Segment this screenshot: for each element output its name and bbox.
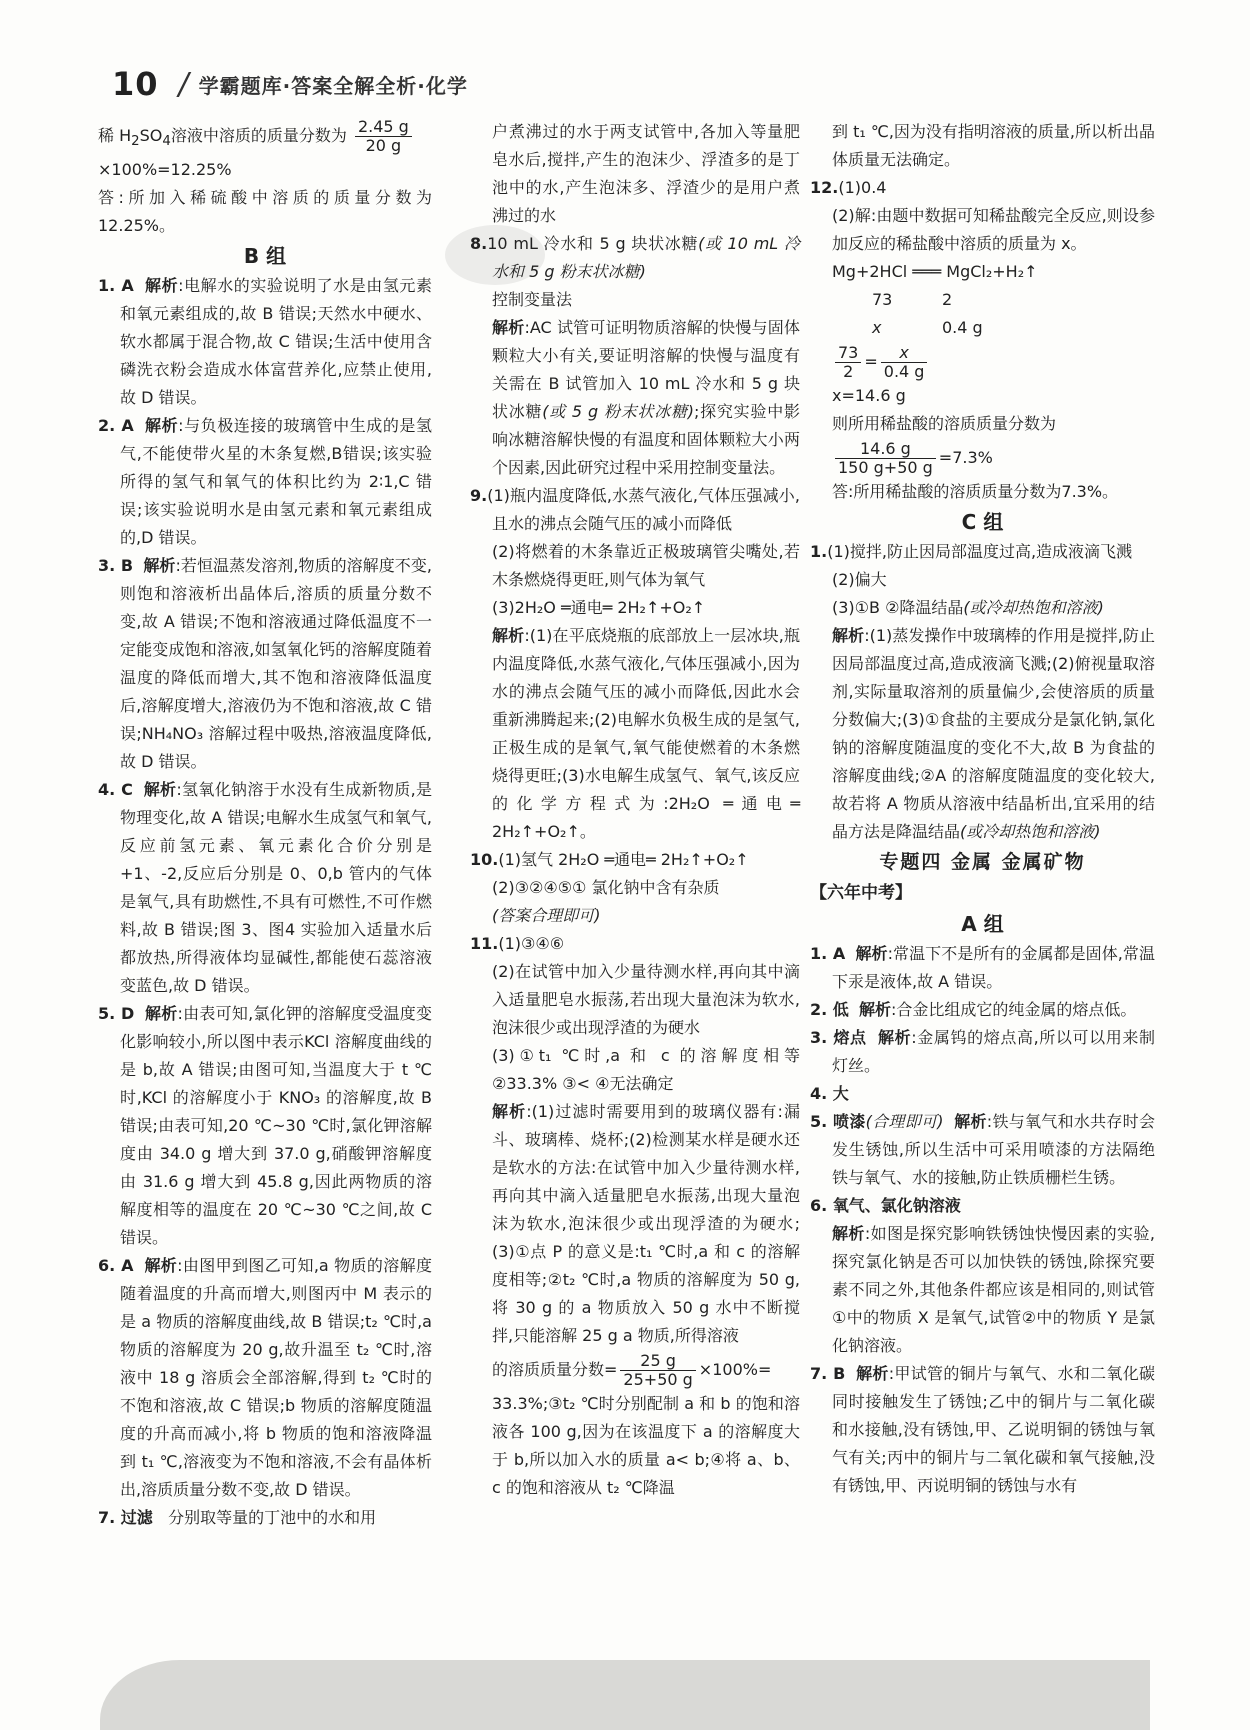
fraction: $\frac{25 g}{25+50 g}$ <box>620 1352 695 1389</box>
question-item: 2. 低 解析:合金比组成它的纯金属的熔点低。 <box>810 1000 1137 1019</box>
equation: (3)2H₂O ═通电═ 2H₂↑+O₂↑ <box>492 598 706 617</box>
question-item: 4. 大 <box>810 1084 849 1103</box>
column-middle <box>470 118 800 1502</box>
proportion: $\frac{14.6 g}{150 g+50 g}$ =7.3% <box>810 438 1155 478</box>
answer-text: (3)①t₁ ℃时,a 和 c 的溶解度相等 ②33.3% ③< ④无法确定 <box>492 1046 800 1093</box>
question-item: 7. 过滤 分别取等量的丁池中的水和用 <box>98 1508 377 1528</box>
analysis-text: 解析:(1)过滤时需要用到的玻璃仪器有:漏斗、玻璃棒、烧杯;(2)检测某水样是硬水还是软水的方法:在试管中加入少量待测水样,再向其中滴入适量肥皂水振荡,出现大量泡沫为软水,泡沫很少或出现浮渣的为硬水;(3)①点 P 的意义是:t₁ ℃时,a 和 c 的溶解度相等;②t₂ ℃时,a 物质的溶解度为 50 g,将 30 g 的 a 物质放入 50 g 水中不断搅拌,只能溶解 25 g a 物质,所得溶液 <box>492 1102 800 1345</box>
equation: Mg+2HCl ═══ MgCl₂+H₂↑ <box>832 262 1038 281</box>
question-item: 12.(1)0.4 <box>810 178 887 197</box>
answer-text: x=14.6 g <box>832 386 906 405</box>
analysis-text: 解析:(1)蒸发操作中玻璃棒的作用是搅拌,防止因局部温度过高,造成液滴飞溅;(2)俯视量取溶剂,实际量取溶剂的质量偏少,会使溶质的质量分数偏大;(3)①食盐的主要成分是氯化钠,氯化钠的溶解度随温度的变化不大,故 B 为食盐的溶解度曲线;②A 的溶解度随温度的变化较大,故若将 A 物质从溶液中结晶析出,宜采用的结晶方法是降温结晶(或冷却热饱和溶液) <box>832 626 1155 841</box>
header-title: 学霸题库·答案全解全析·化学 <box>198 73 468 98</box>
question-item: 9.(1)瓶内温度降低,水蒸气液化,气体压强减小,且水的沸点会随气压的减小而降低 <box>470 486 800 533</box>
answer-line: 答:所加入稀硫酸中溶质的质量分数为 12.25%。 <box>98 188 432 236</box>
analysis-text: 33.3%;③t₂ ℃时分别配制 a 和 b 的饱和溶液各 100 g,因为在该温度下 a 的溶解度大于 b,所以加入水的质量 a< b;④将 a、b、c 的饱和溶液从 t₂ ℃降温 <box>492 1394 800 1497</box>
answer-line: 稀 $H_2SO_4$溶液中溶质的质量分数为 $\frac{2.45 g}{20 g}$ <box>98 118 432 156</box>
question-item: 11.(1)③④⑥ <box>470 934 565 953</box>
answer-text: 到 t₁ ℃,因为没有指明溶液的质量,所以析出晶体质量无法确定。 <box>832 122 1156 169</box>
question-item: 6. 氧气、氯化钠溶液 <box>810 1196 961 1215</box>
proportion: $\frac{73}{2}$ = $\frac{x}{0.4 g}$ <box>810 342 1155 382</box>
answer-note: (答案合理即可) <box>492 906 601 925</box>
answer-text: 则所用稀盐酸的溶质质量分数为 <box>832 414 1057 433</box>
group-heading-b: B 组 <box>243 244 287 269</box>
answer-text: (2)将燃着的木条靠近正极玻璃管尖嘴处,若木条燃烧得更旺,则气体为氧气 <box>492 542 800 589</box>
question-item: 7. B 解析:甲试管的铜片与氧气、水和二氧化碳同时接触发生了锈蚀;乙中的铜片与二氧化碳和水接触,没有锈蚀,甲、乙说明铜的锈蚀与氧气有关;丙中的铜片与二氧化碳和氧气接触,没有锈蚀,甲、丙说明铜的锈蚀与水有 <box>810 1364 1156 1495</box>
page-header <box>112 62 468 106</box>
answer-text: 控制变量法 <box>492 290 573 309</box>
answer-text: (3)①B ②降温结晶(或冷却热饱和溶液) <box>832 598 1104 617</box>
question-item: 3. 熔点 解析:金属钨的熔点高,所以可以用来制灯丝。 <box>810 1028 1155 1075</box>
answer-text: (2)偏大 <box>832 570 887 589</box>
group-heading-a: A 组 <box>961 912 1004 936</box>
question-item: 6. A 解析:由图甲到图乙可知,a 物质的溶解度随着温度的升高而增大,则图丙中 M 表示的是 a 物质的溶解度曲线,故 B 错误;t₂ ℃时,a 物质的溶解度为 20 g,故升温至 t₂ ℃时,溶液中 18 g 溶质会全部溶解,得到 t₂ ℃时的不饱和溶液,故 C 错误;b 物质的溶解度随温度的升高而减小,将 b 物质的饱和溶液降温到 t₁ ℃,溶液变为不饱和溶液,不会有晶体析出,溶质质量分数不变,故 D 错误。 <box>98 1256 432 1500</box>
equation-ratio-row: 73 2 <box>872 290 953 309</box>
question-item: 1. A 解析:常温下不是所有的金属都是固体,常温下汞是液体,故 A 错误。 <box>810 944 1155 991</box>
group-heading-c: C 组 <box>961 510 1004 534</box>
section-heading: 【六年中考】 <box>810 883 912 903</box>
answer-text: (2)解:由题中数据可知稀盐酸完全反应,则设参加反应的稀盐酸中溶质的质量为 x。 <box>832 206 1155 253</box>
header-separator: / <box>178 66 189 102</box>
analysis-text: 解析:AC 试管可证明物质溶解的快慢与固体颗粒大小有关,要证明溶解的快慢与温度有关需在 B 试管加入 10 mL 冷水和 5 g 块状冰糖(或 5 g 粉末状冰糖);探究实验中影响冰糖溶解快慢的有温度和固体颗粒大小两个因素,因此研究过程中采用控制变量法。 <box>492 318 800 477</box>
column-left <box>98 118 432 1532</box>
question-item: 2. A 解析:与负极连接的玻璃管中生成的是氢气,不能使带火星的木条复燃,B错误;该实验所得的氢气和氧气的体积比约为 2∶1,C 错误;该实验说明水是由氢元素和氧元素组成的,D 错误。 <box>98 416 432 548</box>
question-item: 8.10 mL 冷水和 5 g 块状冰糖(或 10 mL 冷水和 5 g 粉末状冰糖) <box>470 234 800 281</box>
question-item: 1. A 解析:电解水的实验说明了水是由氢元素和氧元素组成的,故 B 错误;天然水中硬水、软水都属于混合物,故 C 错误;生活中使用含磷洗衣粉会造成水体富营养化,应禁止使用,故 D 错误。 <box>98 276 432 408</box>
answer-text: (2)③②④⑤① 氯化钠中含有杂质 <box>492 878 720 897</box>
analysis-text: 解析:(1)在平底烧瓶的底部放上一层冰块,瓶内温度降低,水蒸气液化,气体压强减小,因为水的沸点会随气压的减小而降低,因此水会重新沸腾起来;(2)电解水负极生成的是氢气,正极生成的是氧气,氧气能使燃着的木条燃烧得更旺;(3)水电解生成氢气、氧气,该反应的化学方程式为:2H₂O ═通电═ 2H₂↑+O₂↑。 <box>492 626 800 841</box>
answer-text: 答:所用稀盐酸的溶质质量分数为7.3%。 <box>832 482 1119 501</box>
answer-text: (2)在试管中加入少量待测水样,再向其中滴入适量肥皂水振荡,若出现大量泡沫为软水,泡沫很少或出现浮渣的为硬水 <box>492 962 800 1037</box>
column-right <box>810 118 1155 1500</box>
question-item: 10.(1)氢气 2H₂O ═通电═ 2H₂↑+O₂↑ <box>470 850 749 869</box>
answer-line: ×100%=12.25% <box>98 160 232 180</box>
question-item: 1.(1)搅拌,防止因局部温度过高,造成液滴飞溅 <box>810 542 1133 561</box>
question-item: 5. 喷漆(合理即可) 解析:铁与氧气和水共存时会发生锈蚀,所以生活中可采用喷漆的方法隔绝铁与氧气、水的接触,防止铁质栅栏生锈。 <box>810 1112 1155 1187</box>
question-item: 3. B 解析:若恒温蒸发溶剂,物质的溶解度不变,则饱和溶液析出晶体后,溶质的质量分数不变,故 A 错误;不饱和溶液通过降低温度不一定能变成饱和溶液,如氢氧化钙的溶解度随着温度的降低而增大,其不饱和溶液降低温度后,溶解度增大,溶液仍为不饱和溶液,故 C 错误;NH₄NO₃ 溶解过程中吸热,溶液温度降低,故 D 错误。 <box>98 556 432 772</box>
answer-text: 户煮沸过的水于两支试管中,各加入等量肥皂水后,搅拌,产生的泡沫少、浮渣多的是丁池中的水,产生泡沫多、浮渣少的是用户煮沸过的水 <box>492 122 800 225</box>
fraction: $\frac{2.45 g}{20 g}$ <box>355 118 412 155</box>
analysis-formula: 的溶质质量分数= $\frac{25 g}{25+50 g}$ ×100%= <box>492 1351 772 1389</box>
analysis-text: 解析:如图是探究影响铁锈蚀快慢因素的实验,探究氯化钠是否可以加快铁的锈蚀,除探究要素不同之外,其他条件都应该是相同的,则试管①中的物质 X 是氧气,试管②中的物质 Y 是氯化钠溶液。 <box>832 1224 1155 1355</box>
footer-decoration <box>100 1660 1150 1730</box>
question-item: 4. C 解析:氢氧化钠溶于水没有生成新物质,是物理变化,故 A 错误;电解水生成氢气和氧气,反应前氢元素、氧元素化合价分别是+1、-2,反应后分别是 0、0,b 管内的气体是氧气,具有助燃性,不具有可燃性,不可作燃料,故 B 错误;图 3、图4 实验加入适量水后都放热,所得液体均显碱性,都能使石蕊溶液变蓝色,故 D 错误。 <box>98 780 432 996</box>
topic-heading: 专题四 金属 金属矿物 <box>879 851 1086 873</box>
page-number: 10 <box>112 65 159 103</box>
question-item: 5. D 解析:由表可知,氯化钾的溶解度受温度变化影响较小,所以图中表示KCl 溶解度曲线的是 b,故 A 错误;由图可知,当温度大于 t ℃时,KCl 的溶解度小于 KNO₃ 的溶解度,故 B 错误;由表可知,20 ℃~30 ℃时,氯化钾溶解度由 34.0 g 增大到 37.0 g,硝酸钾溶解度由 31.6 g 增大到 45.8 g,因此两物质的溶解度相等的温度在 20 ℃~30 ℃之间,故 C 错误。 <box>98 1004 433 1248</box>
equation-ratio-row: x 0.4 g <box>872 318 983 337</box>
